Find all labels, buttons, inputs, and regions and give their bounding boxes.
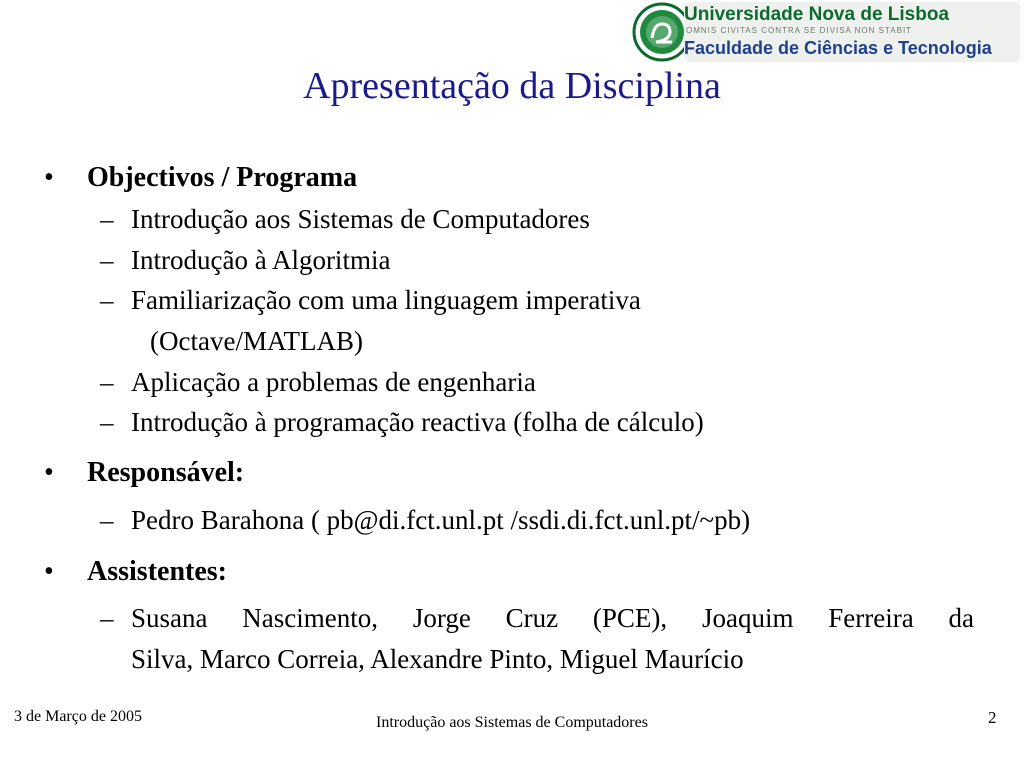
footer-date: 3 de Março de 2005 — [14, 708, 142, 725]
dash-icon: – — [100, 407, 114, 437]
list-item-text: Introdução à programação reactiva (folha de cálculo) — [131, 407, 704, 437]
bullet-icon: • — [44, 556, 54, 587]
dash-icon: – — [100, 285, 114, 315]
footer-course-title: Introdução aos Sistemas de Computadores — [376, 714, 648, 731]
list-item-text: Introdução à Algoritmia — [131, 245, 391, 275]
section-heading: Objectivos / Programa — [87, 162, 358, 193]
university-motto: OMNIS CIVITAS CONTRA SE DIVISA NON STABIT — [686, 26, 913, 35]
bullet-icon: • — [44, 457, 54, 488]
dash-icon: – — [100, 245, 114, 275]
list-item-continuation: (Octave/MATLAB) — [150, 326, 363, 356]
list-item-text: Familiarização com uma linguagem imperativa — [131, 285, 641, 315]
footer-page-number: 2 — [988, 708, 997, 727]
slide-title: Apresentação da Disciplina — [303, 65, 721, 107]
bullet-icon: • — [44, 162, 54, 193]
section-heading: Responsável: — [87, 457, 245, 488]
list-item-text: Introdução aos Sistemas de Computadores — [131, 204, 590, 234]
section-heading: Assistentes: — [87, 556, 227, 587]
dash-icon: – — [100, 505, 114, 535]
university-name: Universidade Nova de Lisboa — [684, 4, 950, 25]
list-item-text: Silva, Marco Correia, Alexandre Pinto, Miguel Maurício — [131, 644, 744, 674]
dash-icon: – — [100, 204, 114, 234]
list-item-text: Susana Nascimento, Jorge Cruz (PCE), Joaquim Ferreira da — [131, 603, 974, 633]
faculty-name: Faculdade de Ciências e Tecnologia — [684, 38, 992, 58]
dash-icon: – — [100, 367, 114, 397]
list-item-text: Pedro Barahona ( pb@di.fct.unl.pt /ssdi.di.fct.unl.pt/~pb) — [131, 505, 751, 535]
list-item-text: Aplicação a problemas de engenharia — [131, 367, 536, 397]
dash-icon: – — [100, 603, 114, 633]
